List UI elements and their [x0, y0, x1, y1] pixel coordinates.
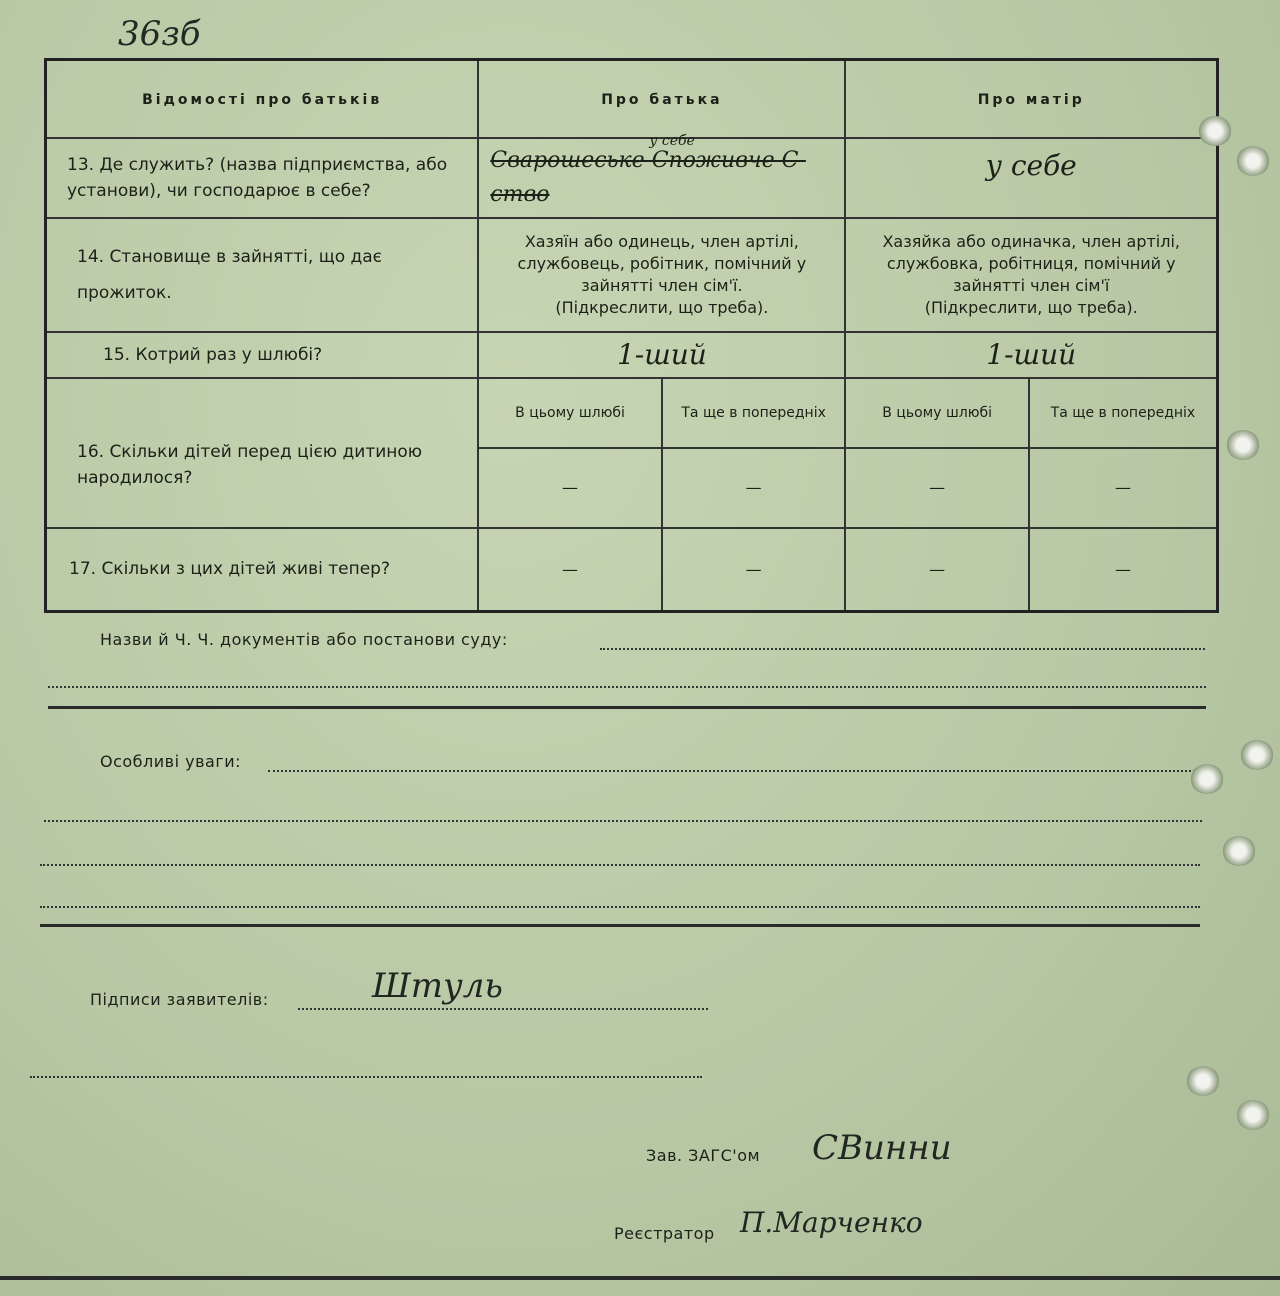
q17-label: 17. Скільки з цих дітей живі тепер?	[46, 528, 479, 612]
q16-value-1: —	[478, 448, 662, 528]
signatures-line-2	[30, 1076, 702, 1078]
header-parents-info	[46, 60, 479, 138]
q14-label: 14. Становище в зайнятті, що дає прожиток.	[46, 218, 479, 332]
registrar-signature: П.Марченко	[740, 1206, 923, 1239]
binding-hole	[1236, 146, 1270, 176]
q14-mother-options: Хазяйка або одиначка, член артілі, службовка, робітниця, помічний у зайнятті член сім'ї	[882, 231, 1180, 295]
q15-father-value: 1-ший	[616, 338, 707, 371]
binding-hole	[1240, 740, 1274, 770]
documents-line-1	[600, 648, 1205, 650]
registrar-label: Реєстратор	[614, 1224, 715, 1243]
binding-hole	[1186, 1066, 1220, 1096]
remarks-line-2	[44, 820, 1202, 822]
parents-info-table	[44, 58, 1219, 613]
zags-label: Зав. ЗАГС'ом	[646, 1146, 761, 1165]
signatures-label: Підписи заявителів:	[90, 990, 269, 1009]
q14-father-cell	[478, 218, 845, 332]
q16-value-4: —	[1029, 448, 1218, 528]
binding-hole	[1226, 430, 1260, 460]
binding-hole	[1190, 764, 1224, 794]
q16-mother-sub-this: В цьому шлюбі	[845, 378, 1028, 448]
q13-mother-value: у себе	[985, 148, 1077, 182]
header-parents-info-text: Відомості про батьків	[142, 92, 383, 109]
header-mother	[845, 60, 1217, 138]
bottom-edge-rule	[0, 1276, 1280, 1280]
remarks-rule	[40, 924, 1200, 927]
header-father-text: Про батька	[601, 92, 723, 109]
q13-mother-cell	[845, 138, 1217, 218]
documents-rule	[48, 706, 1206, 709]
signatures-line-1	[298, 1008, 708, 1010]
q13-father-value: Сварошеське Споживче С-ство	[490, 147, 806, 207]
q13-father-cell	[478, 132, 845, 218]
q14-father-options: Хазяїн або одинець, член артілі, службовець, робітник, помічний у зайнятті член сім'ї.	[517, 231, 807, 295]
remarks-line-1	[268, 770, 1203, 772]
q16-father-sub-prev: Та ще в попередніх	[662, 378, 846, 448]
header-mother-text: Про матір	[977, 92, 1085, 109]
zags-signature: СВинни	[812, 1128, 952, 1168]
q16-father-sub-this: В цьому шлюбі	[478, 378, 662, 448]
q14-mother-hint: (Підкреслити, що треба).	[924, 297, 1138, 317]
q16-value-2: —	[662, 448, 846, 528]
binding-hole	[1236, 1100, 1270, 1130]
q17-value-2: —	[662, 528, 846, 612]
q15-label: 15. Котрий раз у шлюбі?	[46, 332, 479, 378]
q16-label: 16. Скільки дітей перед цією дитиною народилося?	[46, 378, 479, 528]
q17-value-1: —	[478, 528, 662, 612]
q16-mother-sub-prev: Та ще в попередніх	[1029, 378, 1218, 448]
q15-mother-cell	[845, 332, 1217, 378]
q14-mother-cell	[845, 218, 1217, 332]
remarks-line-4	[40, 906, 1200, 908]
q13-label: 13. Де служить? (назва підприємства, або установи), чи господарює в себе?	[46, 138, 479, 218]
q14-father-hint: (Підкреслити, що треба).	[555, 297, 769, 317]
remarks-line-3	[40, 864, 1200, 866]
q17-value-3: —	[845, 528, 1028, 612]
applicant-signature: Штуль	[372, 966, 503, 1006]
binding-hole	[1222, 836, 1256, 866]
documents-line-2	[48, 686, 1206, 688]
q15-father-cell	[478, 332, 845, 378]
q13-father-above: у себе	[649, 132, 695, 149]
remarks-label: Особливі уваги:	[100, 752, 242, 771]
header-father	[478, 60, 845, 138]
documents-label: Назви й Ч. Ч. документів або постанови суду:	[100, 630, 508, 649]
q15-mother-value: 1-ший	[986, 338, 1077, 371]
q16-value-3: —	[845, 448, 1028, 528]
q17-value-4: —	[1029, 528, 1218, 612]
binding-hole	[1198, 116, 1232, 146]
archive-number: 36зб	[118, 14, 201, 54]
